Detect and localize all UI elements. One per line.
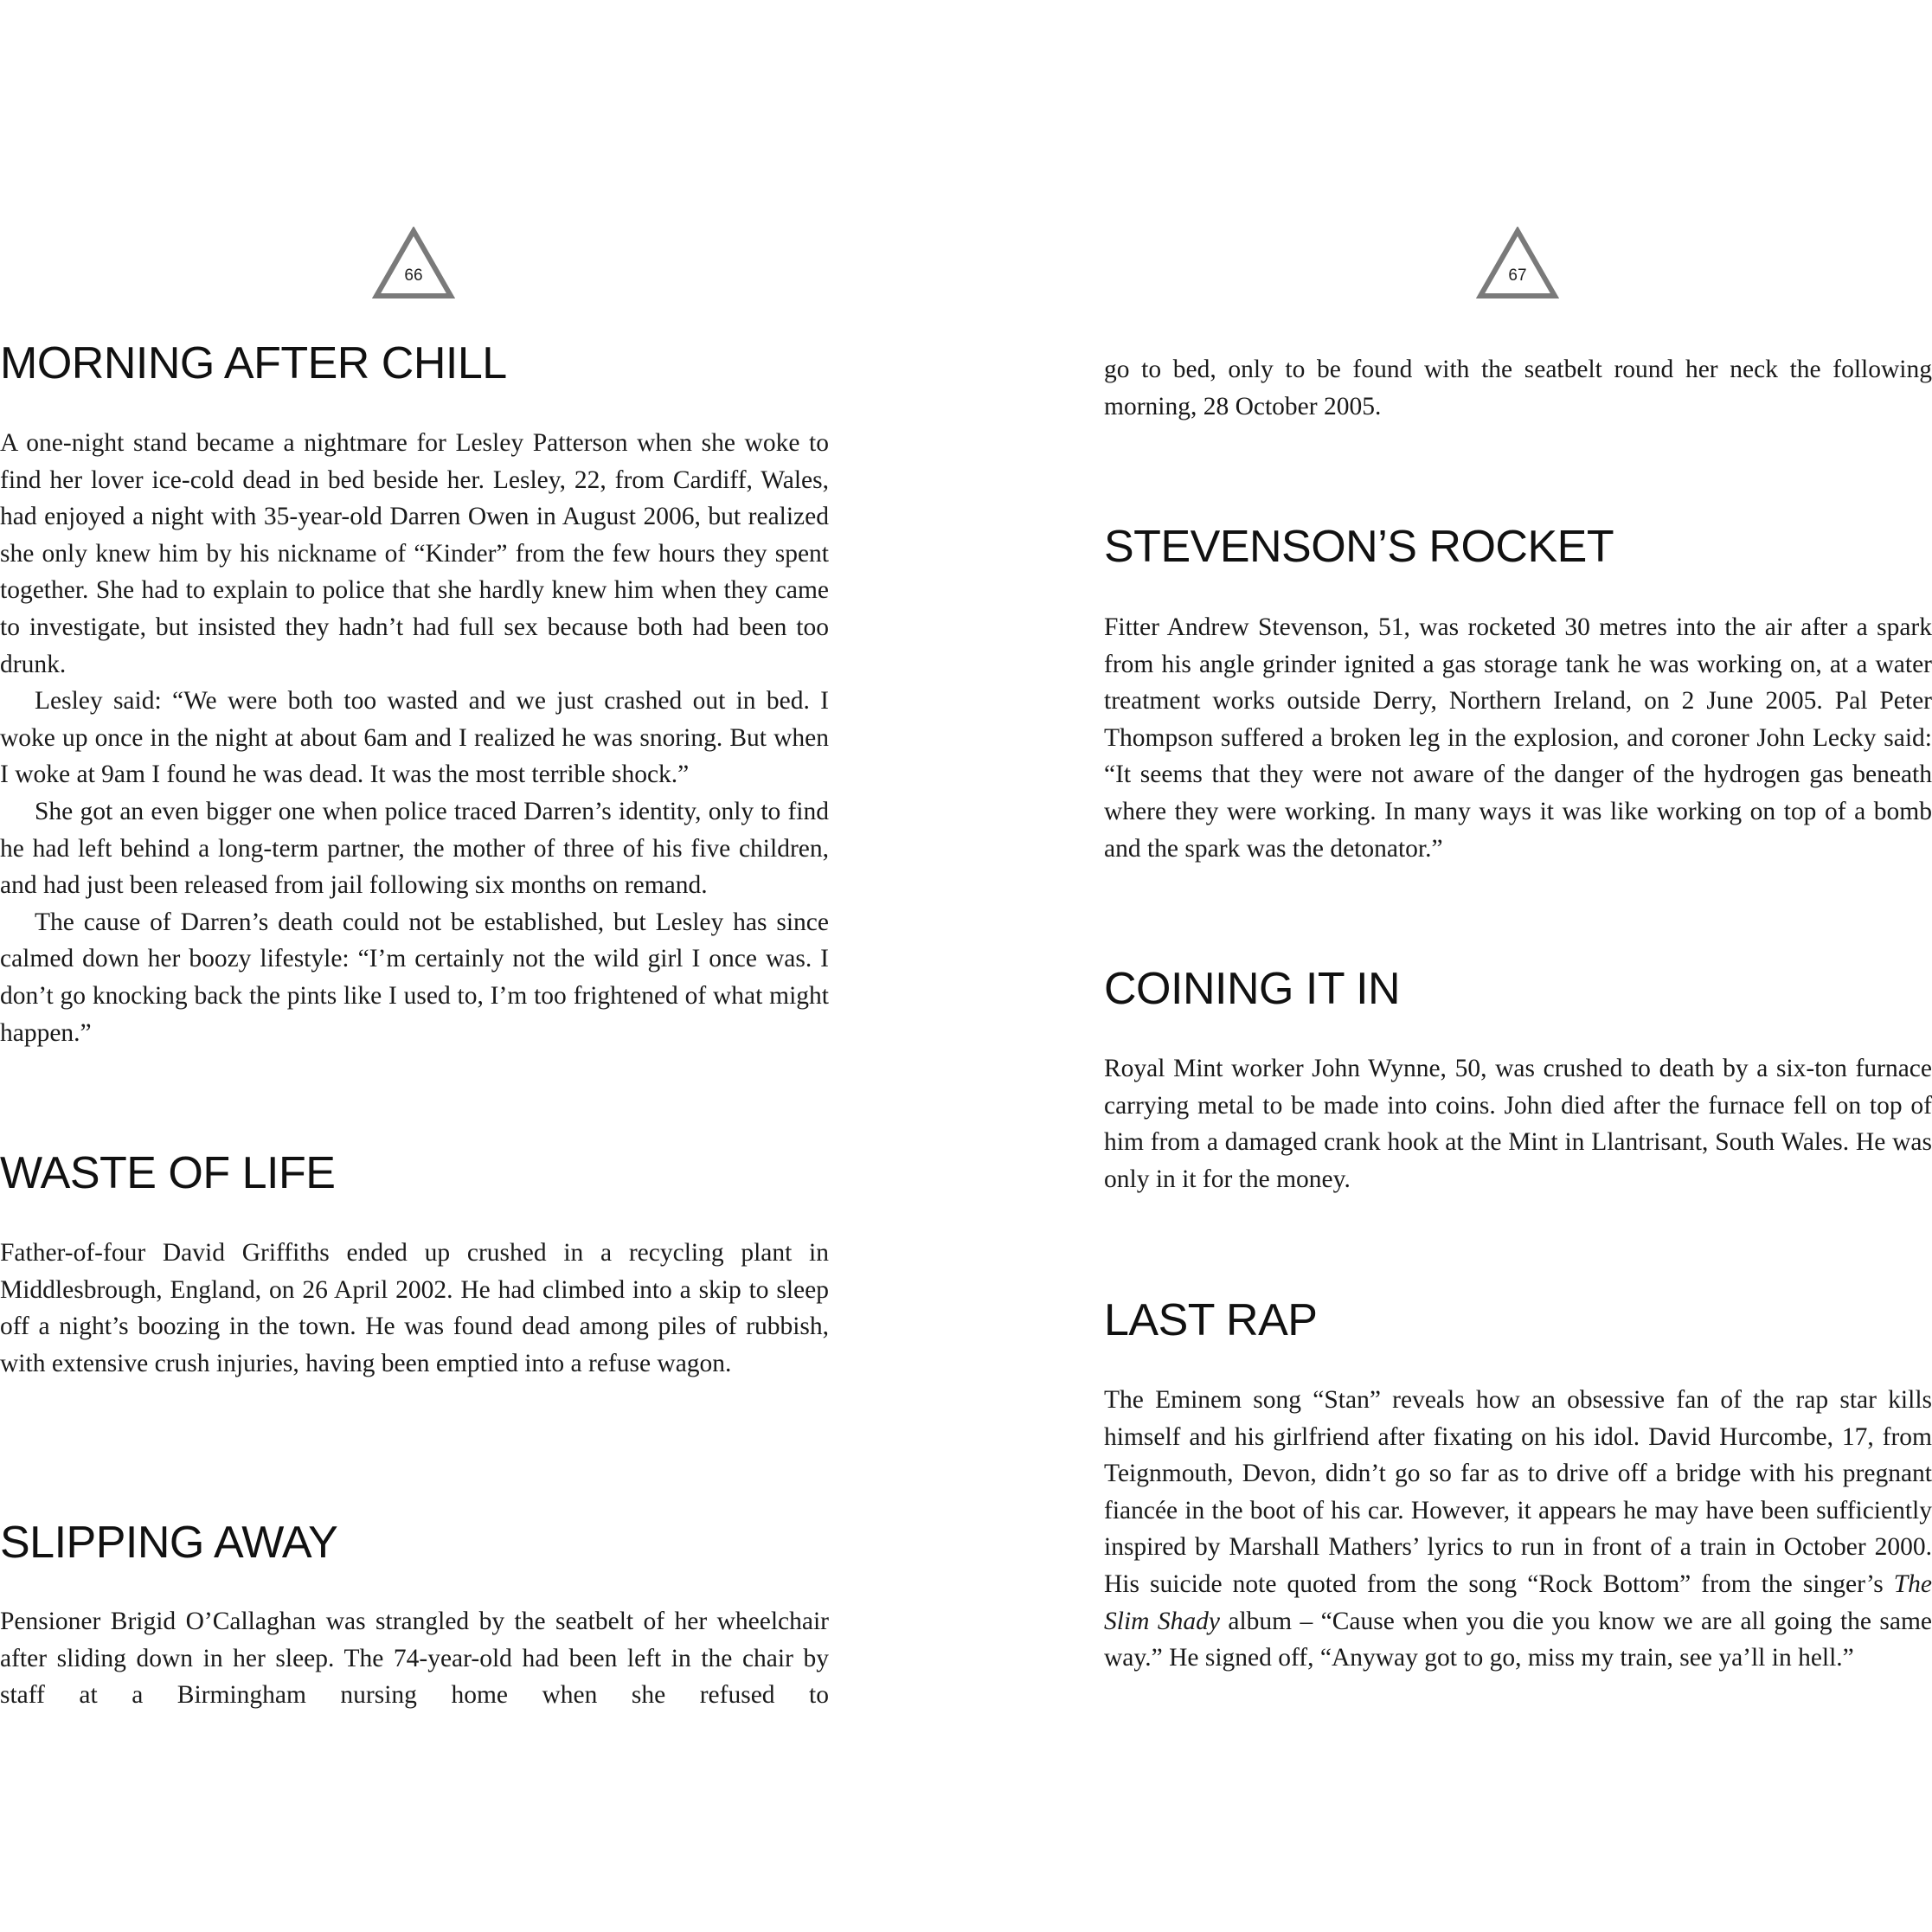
section-body: [0, 1603, 829, 1714]
paragraph: Royal Mint worker John Wynne, 50, was crushed to death by a six-ton furnace carrying metal to be made into coins. John died after the furnace fell on top of him from a damaged crank hook at the Mint in Llantrisant, South Wales. He was only in it for the money.: [1104, 1055, 1932, 1193]
section-title: WASTE OF LIFE: [0, 1148, 336, 1198]
page-number: 67: [1508, 266, 1527, 285]
section-body: [1104, 1050, 1932, 1197]
paragraph: A one-night stand became a nightmare for Lesley Patterson when she woke to find her lover ice-cold dead in bed beside her. Lesley, 22, from Cardiff, Wales, had enjoyed a night with 35-year-old Darren Owen in August 2006, but realized she only knew him by his nickname of “Kinder” from the few hours they spent together. She had to explain to police that she hardly knew him when they came to investigate, but insisted they hadn’t had full sex because both had been too drunk.: [0, 429, 829, 678]
triangle-icon: [1476, 227, 1559, 299]
album-title: The Slim Shady: [1104, 1569, 1932, 1635]
section-body: [1104, 609, 1932, 867]
section-title: LAST RAP: [1104, 1295, 1318, 1345]
paragraph-text: The Eminem song “Stan” reveals how an obsessive fan of the rap star kills himself and his girlfriend after fixating on his idol. David Hurcombe, 17, from Teignmouth, Devon, didn’t go so far as to drive off a bridge with his pregnant fiancée in the boot of his car. However, it appears he may have been sufficiently inspired by Marshall Mathers’ lyrics to run in front of a train in October 2000. His suicide note quoted from the song “Rock Bottom” from the singer’s: [1104, 1386, 1932, 1598]
page-number-badge: [372, 227, 455, 299]
section-title: COINING IT IN: [1104, 964, 1401, 1014]
paragraph: Lesley said: “We were both too wasted and we just crashed out in bed. I woke up once in the night at about 6am and I realized he was snoring. But when I woke at 9am I found he was dead. It was the most terrible shock.”: [0, 687, 829, 789]
paragraph: She got an even bigger one when police traced Darren’s identity, only to find he had left behind a long-term partner, the mother of three of his five children, and had just been released from jail following six months on remand.: [0, 797, 829, 900]
page-number-badge: [1476, 227, 1559, 299]
section-title: STEVENSON’S ROCKET: [1104, 522, 1614, 572]
left-page: [0, 0, 829, 1932]
paragraph: Fitter Andrew Stevenson, 51, was rocketed 30 metres into the air after a spark from his angle grinder ignited a gas storage tank he was working on, at a water treatment works outside Derry, Northern Ireland, on 2 June 2005. Pal Peter Thompson suffered a broken leg in the explosion, and coroner John Lecky said: “It seems that they were not aware of the danger of the hydrogen gas beneath where they were working. In many ways it was like working on top of a bomb and the spark was the detonator.”: [1104, 613, 1932, 863]
right-page: [1104, 0, 1932, 1932]
paragraph: The cause of Darren’s death could not be established, but Lesley has since calmed down her boozy lifestyle: “I’m certainly not the wild girl I once was. I don’t go knocking back the pints like I used to, I’m too frightened of what might happen.”: [0, 908, 829, 1047]
section-body: [0, 1235, 829, 1382]
section-body: [0, 425, 829, 1051]
paragraph: [1104, 1382, 1932, 1677]
page-number: 66: [404, 266, 423, 285]
triangle-icon: [372, 227, 455, 299]
paragraph: Pensioner Brigid O’Callaghan was strangled by the seatbelt of her wheelchair after sliding down in her sleep. The 74-year-old had been left in the chair by staff at a Birmingham nursing home when she refused to: [0, 1608, 829, 1710]
section-body: [1104, 1382, 1932, 1677]
paragraph-text: album – “Cause when you die you know we are all going the same way.” He signed off, “Anyway got to go, miss my train, see ya’ll in hell.”: [1104, 1607, 1932, 1672]
continued-text: [1104, 351, 1932, 425]
section-title: MORNING AFTER CHILL: [0, 338, 507, 388]
section-title: SLIPPING AWAY: [0, 1518, 338, 1568]
paragraph: go to bed, only to be found with the seatbelt round her neck the following morning, 28 October 2005.: [1104, 356, 1932, 420]
paragraph: Father-of-four David Griffiths ended up crushed in a recycling plant in Middlesbrough, England, on 26 April 2002. He had climbed into a skip to sleep off a night’s boozing in the town. He was found dead among piles of rubbish, with extensive crush injuries, having been emptied into a refuse wagon.: [0, 1239, 829, 1377]
